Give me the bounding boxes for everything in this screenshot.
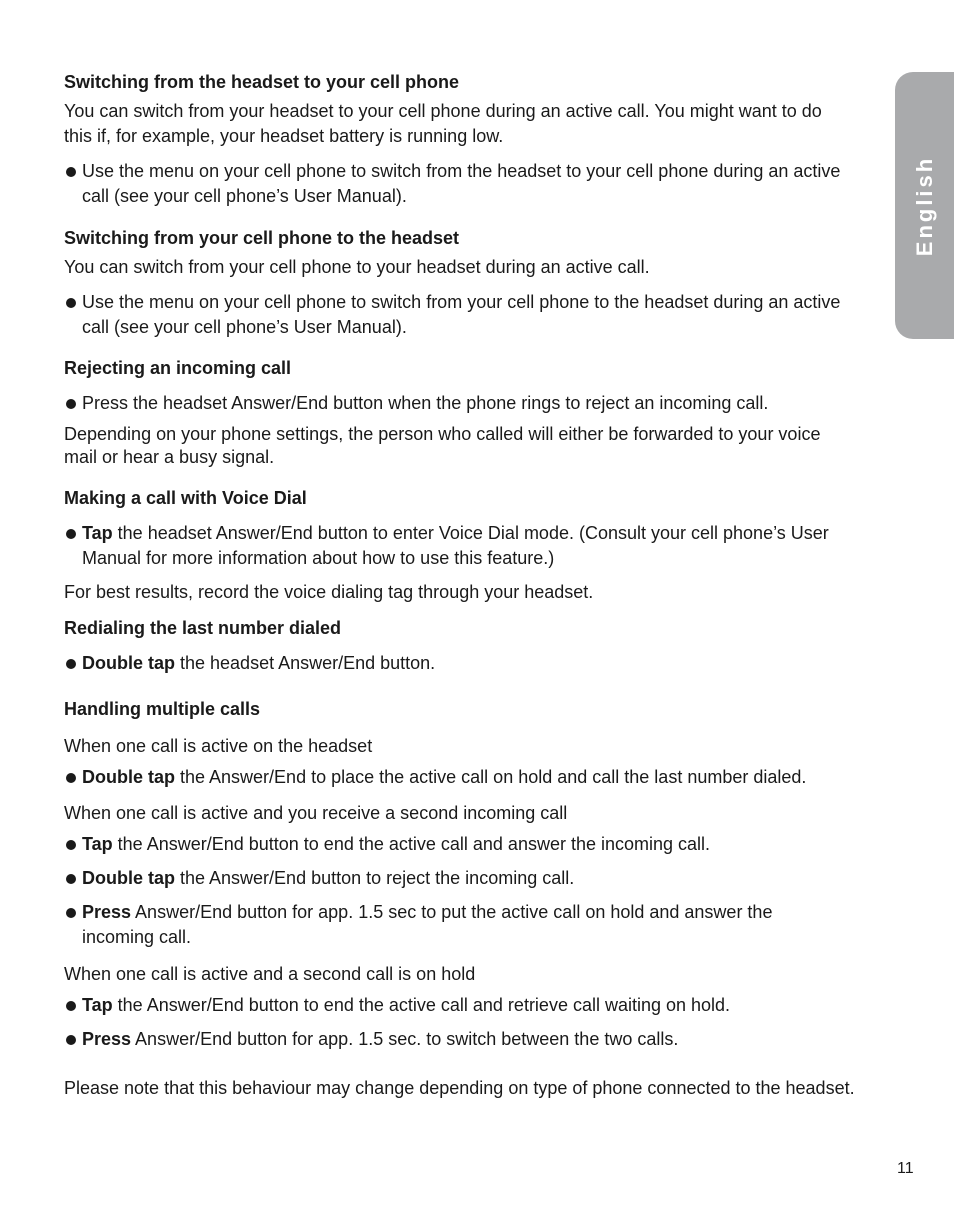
footer-note: Please note that this behaviour may change depending on type of phone connected to the headset. [64, 1078, 855, 1098]
list-item-line: incoming call. [82, 927, 192, 947]
list-item-text: Answer/End button for app. 1.5 sec. to switch between the two calls. [131, 1029, 679, 1049]
section-heading: Switching from the headset to your cell phone [64, 72, 460, 92]
paragraph-line: You can switch from your headset to your cell phone during an active call. You might want to do [64, 101, 822, 121]
bullet-icon [66, 298, 76, 308]
list-item-line [82, 1027, 902, 1052]
list-item-text: the Answer/End button to end the active call and retrieve call waiting on hold. [112, 995, 731, 1015]
list-item [64, 651, 902, 676]
list-item [64, 159, 902, 209]
list-item-text: the Answer/End button to reject the incoming call. [175, 868, 575, 888]
list-item-line [82, 993, 902, 1018]
list-item [64, 391, 902, 416]
subheading: When one call is active and you receive a second incoming call [64, 803, 568, 823]
paragraph-line: Depending on your phone settings, the person who called will either be forwarded to your voice [64, 424, 821, 444]
list-item [64, 993, 902, 1018]
section-heading: Switching from your cell phone to the headset [64, 228, 460, 248]
paragraph [64, 423, 884, 469]
language-tab [895, 72, 954, 339]
bullet-icon [66, 399, 76, 409]
emphasis: Double tap [82, 868, 175, 888]
list-item-text: the Answer/End button to end the active call and answer the incoming call. [112, 834, 711, 854]
bullet-icon [66, 840, 76, 850]
list-item-line: Manual for more information about how to use this feature.) [82, 548, 555, 568]
paragraph: For best results, record the voice dialing tag through your headset. [64, 582, 594, 602]
bullet-icon [66, 659, 76, 669]
list-item [64, 1027, 902, 1052]
bullet-icon [66, 529, 76, 539]
list-item-line [82, 866, 902, 891]
page-number: 11 [897, 1160, 914, 1177]
list-item-line: Use the menu on your cell phone to switch from the headset to your cell phone during an active [82, 161, 841, 181]
list-item-text: Answer/End button for app. 1.5 sec to put the active call on hold and answer the [131, 902, 773, 922]
paragraph-line: mail or hear a busy signal. [64, 447, 275, 467]
section-heading: Redialing the last number dialed [64, 618, 342, 638]
list-item-text: the headset Answer/End button. [175, 653, 436, 673]
emphasis: Double tap [82, 653, 175, 673]
list-item-text: the headset Answer/End button to enter Voice Dial mode. (Consult your cell phone’s User [112, 523, 829, 543]
list-item-line: Use the menu on your cell phone to switch from your cell phone to the headset during an active [82, 292, 841, 312]
list-item [64, 832, 902, 857]
emphasis: Press [82, 1029, 132, 1049]
list-item-text: the Answer/End to place the active call on hold and call the last number dialed. [175, 767, 807, 787]
bullet-icon [66, 167, 76, 177]
bullet-icon [66, 874, 76, 884]
list-item-line: call (see your cell phone’s User Manual). [82, 317, 407, 337]
paragraph [64, 99, 884, 149]
subheading: When one call is active on the headset [64, 736, 373, 756]
list-item-line: Press the headset Answer/End button when the phone rings to reject an incoming call. [82, 393, 769, 413]
list-item-line [82, 521, 902, 546]
list-item-line [82, 832, 902, 857]
list-item [64, 900, 902, 950]
emphasis: Tap [82, 995, 113, 1015]
paragraph: You can switch from your cell phone to your headset during an active call. [64, 257, 650, 277]
bullet-icon [66, 1001, 76, 1011]
emphasis: Tap [82, 834, 113, 854]
bullet-icon [66, 908, 76, 918]
bullet-icon [66, 1035, 76, 1045]
bullet-icon [66, 773, 76, 783]
list-item-line [82, 651, 902, 676]
list-item [64, 765, 902, 790]
list-item [64, 521, 902, 571]
list-item-line [82, 765, 902, 790]
list-item [64, 866, 902, 891]
emphasis: Press [82, 902, 132, 922]
list-item-line: call (see your cell phone’s User Manual). [82, 186, 407, 206]
section-heading: Rejecting an incoming call [64, 358, 292, 378]
section-heading: Handling multiple calls [64, 699, 261, 719]
list-item-line [82, 900, 902, 925]
list-item [64, 290, 902, 340]
paragraph-line: this if, for example, your headset battery is running low. [64, 126, 504, 146]
emphasis: Tap [82, 523, 113, 543]
language-tab-label: English [911, 155, 937, 256]
section-heading: Making a call with Voice Dial [64, 488, 307, 508]
subheading: When one call is active and a second call is on hold [64, 964, 476, 984]
emphasis: Double tap [82, 767, 175, 787]
